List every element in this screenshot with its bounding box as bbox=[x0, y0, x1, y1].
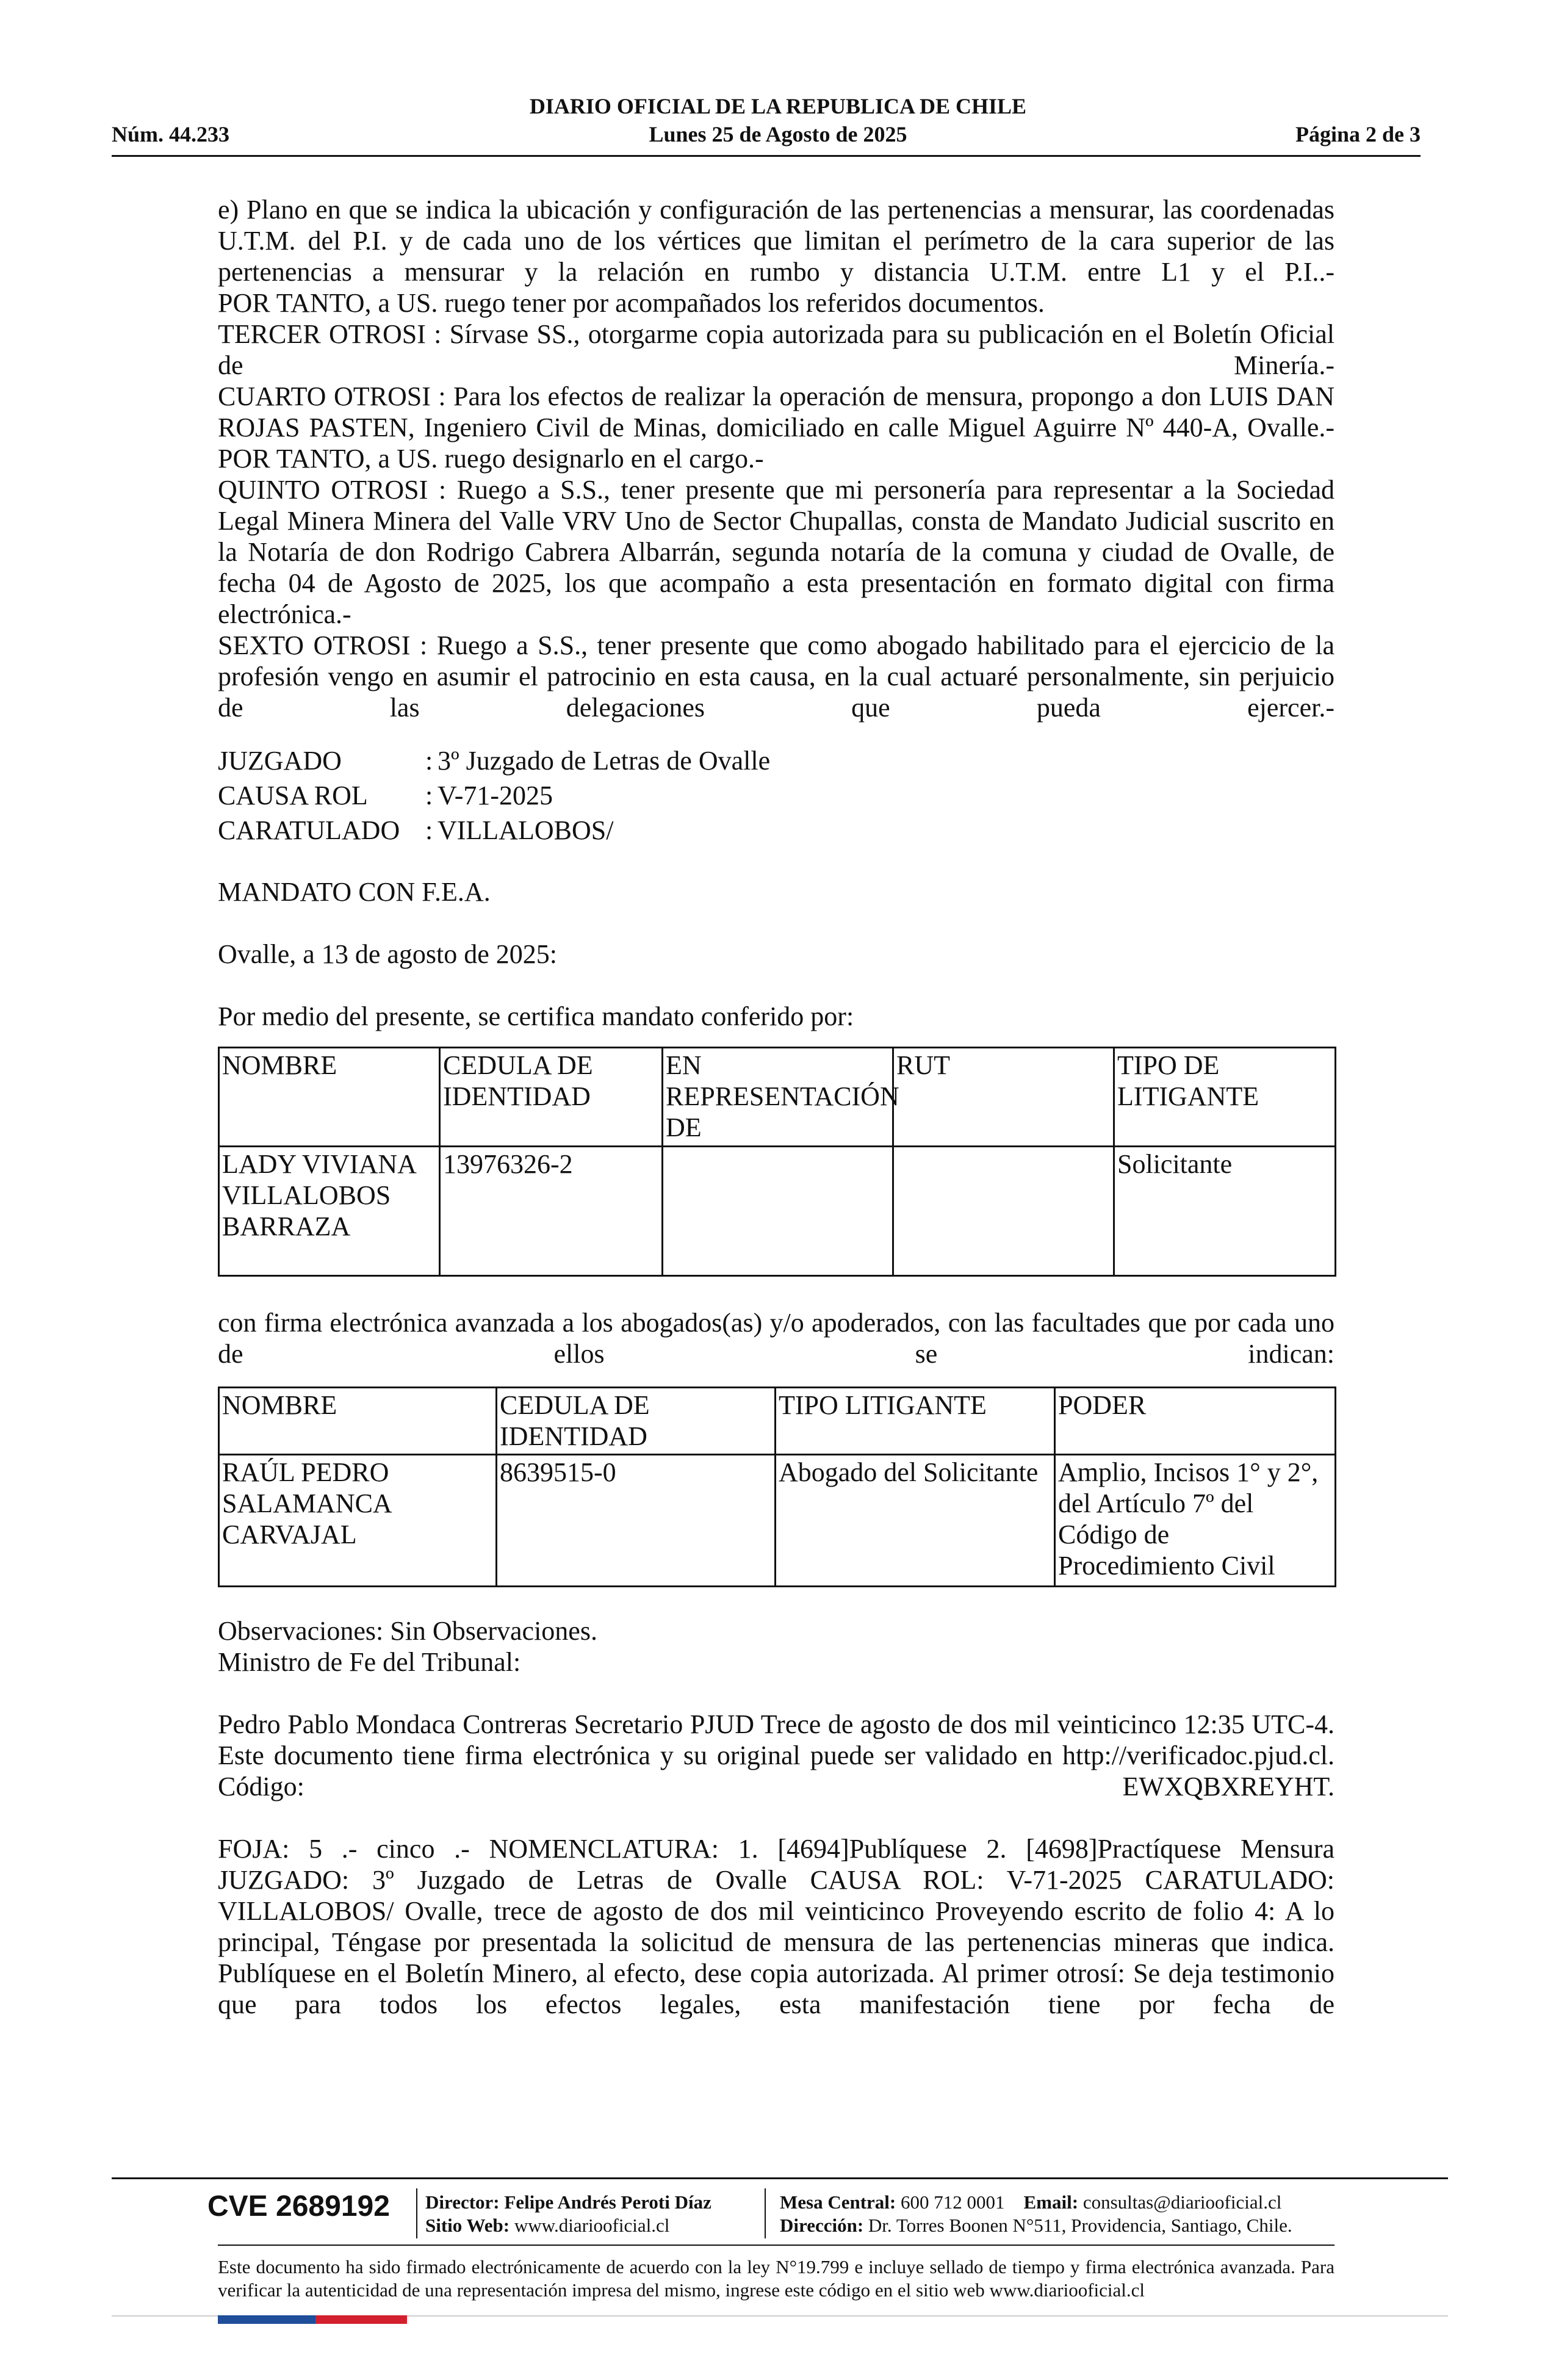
footer-contact-block bbox=[780, 2191, 1292, 2237]
table-header-cell: RUT bbox=[893, 1048, 1114, 1147]
ministro-de-fe: Ministro de Fe del Tribunal: bbox=[218, 1647, 521, 1677]
caption-colon: : bbox=[425, 746, 433, 776]
paragraph-firma-avanzada: con firma electrónica avanzada a los abogados(as) y/o apoderados, con las facultades que por cada uno de ellos se indican: bbox=[218, 1308, 1334, 1369]
table-header-cell: TIPO DE LITIGANTE bbox=[1114, 1048, 1336, 1147]
caption-colon: : bbox=[425, 815, 433, 845]
table-cell: Amplio, Incisos 1° y 2°, del Artículo 7º del Código de Procedimiento Civil bbox=[1055, 1455, 1336, 1587]
issue-number: Núm. 44.233 bbox=[112, 122, 230, 146]
direccion-value: Dr. Torres Boonen N°511, Providencia, Santiago, Chile. bbox=[868, 2215, 1292, 2236]
caratulado-value: VILLALOBOS/ bbox=[438, 815, 614, 845]
table-cell: Solicitante bbox=[1114, 1147, 1336, 1276]
web-link[interactable]: www.diariooficial.cl bbox=[514, 2215, 670, 2236]
caratulado-label: CARATULADO bbox=[218, 815, 400, 845]
mandato-title: MANDATO CON F.E.A. bbox=[218, 877, 491, 907]
paragraph-plano: e) Plano en que se indica la ubicación y configuración de las pertenencias a mensurar, las coordenadas U.T.M. del P.I. y de cada uno de los vértices que limitan el perímetro de la cara superior de las pertenencias a mensurar y la relación en rumbo y distancia U.T.M. entre L1 y el P.I..- bbox=[218, 195, 1334, 287]
table-cell: 8639515-0 bbox=[497, 1455, 776, 1587]
paragraph-tercer-otrosi: TERCER OTROSI : Sírvase SS., otorgarme copia autorizada para su publicación en el Boletín Oficial de Minería.- bbox=[218, 319, 1334, 380]
table-header-row bbox=[219, 1388, 1336, 1455]
email-link[interactable]: consultas@diariooficial.cl bbox=[1082, 2191, 1282, 2213]
table-header-cell: EN REPRESENTACIÓN DE bbox=[663, 1048, 893, 1147]
table-header-cell: NOMBRE bbox=[219, 1388, 497, 1455]
mesa-value: 600 712 0001 bbox=[901, 2191, 1005, 2213]
header-divider bbox=[112, 155, 1421, 157]
table-row bbox=[219, 1455, 1336, 1587]
paragraph-por-tanto-1: POR TANTO, a US. ruego tener por acompañados los referidos documentos. bbox=[218, 288, 1045, 318]
table-cell: Abogado del Solicitante bbox=[776, 1455, 1055, 1587]
footer-separator bbox=[416, 2188, 417, 2238]
newspaper-title: DIARIO OFICIAL DE LA REPUBLICA DE CHILE bbox=[529, 94, 1027, 118]
paragraph-por-tanto-2: POR TANTO, a US. ruego designarlo en el cargo.- bbox=[218, 444, 764, 474]
mandato-place-date: Ovalle, a 13 de agosto de 2025: bbox=[218, 939, 557, 969]
flag-bar-blue bbox=[218, 2315, 315, 2324]
mandato-intro: Por medio del presente, se certifica mandato conferido por: bbox=[218, 1001, 854, 1031]
table-header-cell: TIPO LITIGANTE bbox=[776, 1388, 1055, 1455]
observaciones: Observaciones: Sin Observaciones. bbox=[218, 1616, 597, 1646]
document-body bbox=[218, 194, 1334, 2020]
table-cell bbox=[893, 1147, 1114, 1276]
juzgado-label: JUZGADO bbox=[218, 746, 342, 776]
paragraph-firma-secretario: Pedro Pablo Mondaca Contreras Secretario PJUD Trece de agosto de dos mil veinticinco 12:35 UTC-4. Este documento tiene firma electrónica y su original puede ser validado en http://verificadoc.pjud.cl. Código: EWXQBXREYHT. bbox=[218, 1709, 1334, 1801]
footer-separator bbox=[765, 2188, 766, 2238]
apoderados-table bbox=[218, 1387, 1336, 1587]
table-header-cell: CEDULA DE IDENTIDAD bbox=[497, 1388, 776, 1455]
mandantes-table bbox=[218, 1047, 1336, 1277]
issue-date: Lunes 25 de Agosto de 2025 bbox=[649, 122, 907, 146]
juzgado-value: 3º Juzgado de Letras de Ovalle bbox=[438, 746, 771, 776]
table-cell: 13976326-2 bbox=[440, 1147, 663, 1276]
direccion-label: Dirección: bbox=[780, 2215, 864, 2236]
web-label: Sitio Web: bbox=[425, 2215, 510, 2236]
legal-notice: Este documento ha sido firmado electrónicamente de acuerdo con la ley N°19.799 e incluye sellado de tiempo y firma electrónica avanzada. Para verificar la autenticidad de una representación impresa del mismo, ingrese este código en el sitio web www.diariooficial.cl bbox=[218, 2256, 1334, 2301]
email-label: Email: bbox=[1023, 2191, 1079, 2213]
paragraph-sexto-otrosi: SEXTO OTROSI : Ruego a S.S., tener presente que como abogado habilitado para el ejercicio de la profesión vengo en asumir el patrocinio en esta causa, en la cual actuaré personalmente, sin perjuicio de las delegaciones que pueda ejercer.- bbox=[218, 630, 1334, 723]
caption-colon: : bbox=[425, 781, 433, 810]
paragraph-cuarto-otrosi: CUARTO OTROSI : Para los efectos de realizar la operación de mensura, propongo a don LUIS DAN ROJAS PASTEN, Ingeniero Civil de Minas, domiciliado en calle Miguel Aguirre Nº 440-A, Ovalle.- bbox=[218, 381, 1334, 442]
table-cell: LADY VIVIANA VILLALOBOS BARRAZA bbox=[219, 1147, 440, 1276]
footer-divider bbox=[218, 2245, 1334, 2246]
case-caption bbox=[218, 743, 1334, 848]
table-header-cell: PODER bbox=[1055, 1388, 1336, 1455]
causa-label: CAUSA ROL bbox=[218, 781, 368, 810]
footer-director-block bbox=[425, 2191, 711, 2237]
footer-divider bbox=[112, 2177, 1448, 2179]
paragraph-quinto-otrosi: QUINTO OTROSI : Ruego a S.S., tener presente que mi personería para representar a la Sociedad Legal Minera Minera del Valle VRV Uno de Sector Chupallas, consta de Mandato Judicial suscrito en la Notaría de don Rodrigo Cabrera Albarrán, segunda notaría de la comuna y ciudad de Ovalle, de fecha 04 de Agosto de 2025, los que acompaño a esta presentación en formato digital con firma electrónica.- bbox=[218, 475, 1334, 629]
page-indicator: Página 2 de 3 bbox=[1295, 122, 1421, 146]
table-cell: RAÚL PEDRO SALAMANCA CARVAJAL bbox=[219, 1455, 497, 1587]
table-row bbox=[219, 1147, 1336, 1276]
flag-bar-red bbox=[315, 2315, 407, 2324]
table-header-cell: CEDULA DE IDENTIDAD bbox=[440, 1048, 663, 1147]
table-header-cell: NOMBRE bbox=[219, 1048, 440, 1147]
paragraph-foja: FOJA: 5 .- cinco .- NOMENCLATURA: 1. [4694]Publíquese 2. [4698]Practíquese Mensura JUZGADO: 3º Juzgado de Letras de Ovalle CAUSA ROL: V-71-2025 CARATULADO: VILLALOBOS/ Ovalle, trece de agosto de dos mil veinticinco Proveyendo escrito de folio 4: A lo principal, Téngase por presentada la solicitud de mensura de las pertenencias mineras que indica. Publíquese en el Boletín Minero, al efecto, dese copia autorizada. Al primer otrosí: Se deja testimonio que para todos los efectos legales, esta manifestación tiene por fecha de bbox=[218, 1834, 1334, 2019]
director-value: Felipe Andrés Peroti Díaz bbox=[504, 2191, 711, 2213]
cve-code: CVE 2689192 bbox=[207, 2190, 390, 2223]
causa-value: V-71-2025 bbox=[438, 781, 553, 810]
table-cell bbox=[663, 1147, 893, 1276]
mesa-label: Mesa Central: bbox=[780, 2191, 896, 2213]
table-header-row bbox=[219, 1048, 1336, 1147]
director-label: Director: bbox=[425, 2191, 500, 2213]
